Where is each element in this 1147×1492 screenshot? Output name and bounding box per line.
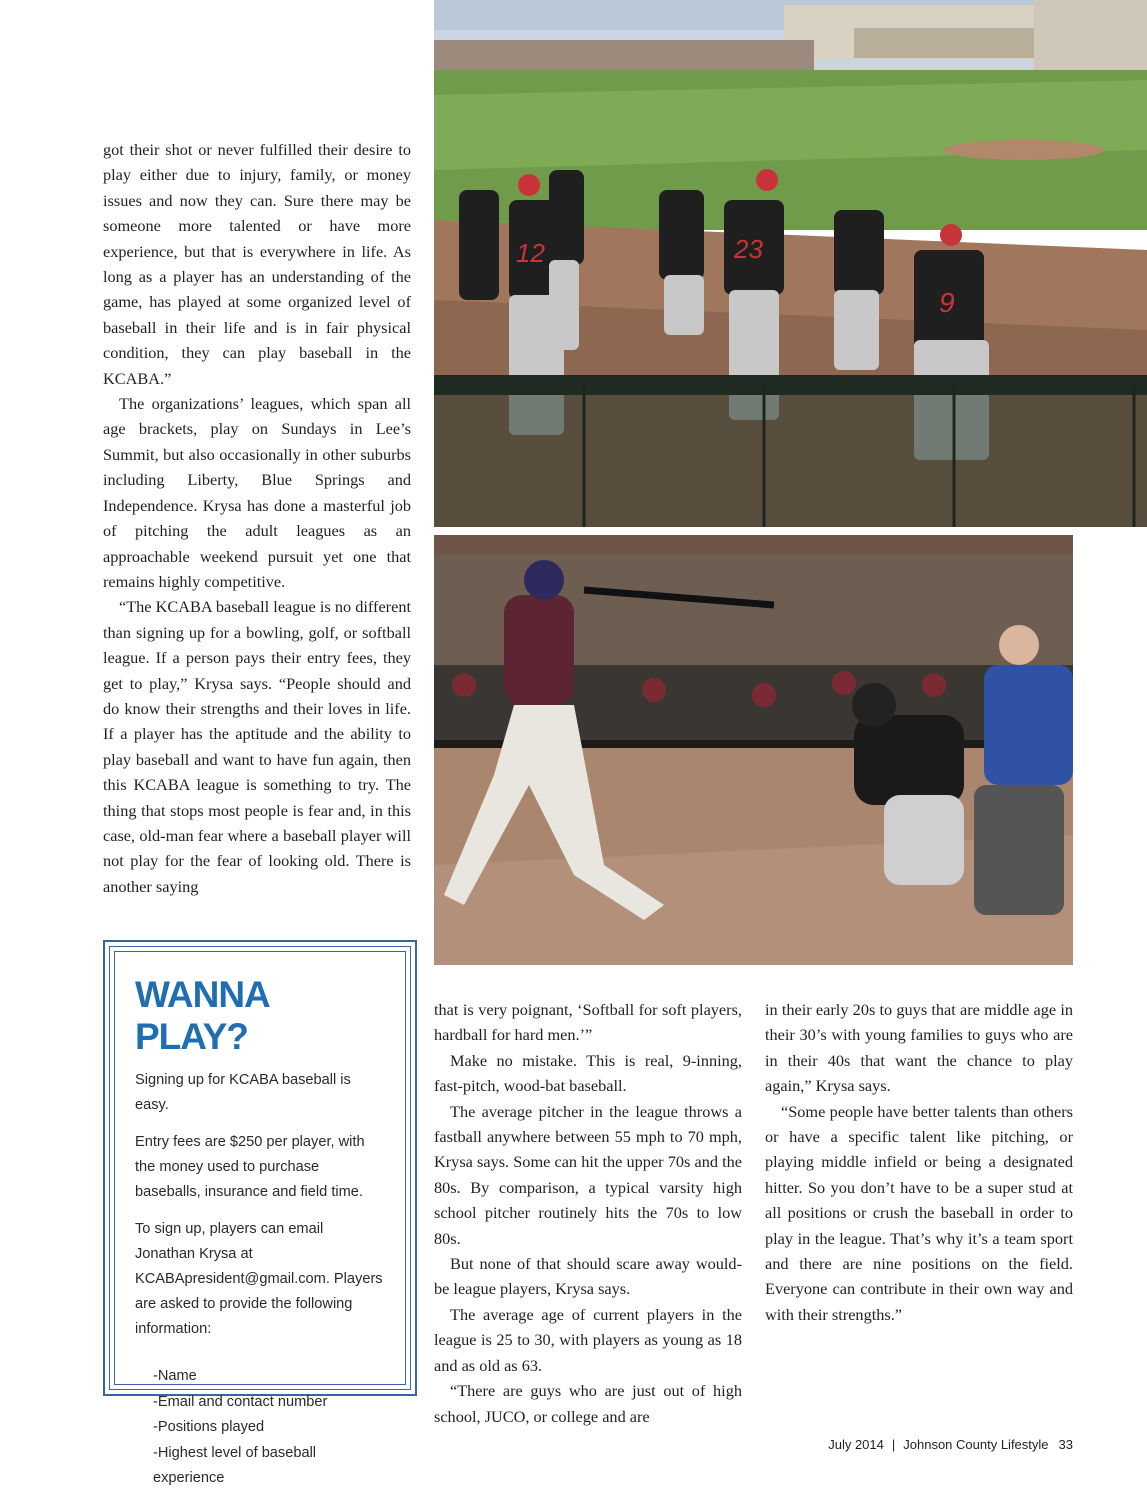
article-column-right [765, 997, 1073, 1327]
paragraph: got their shot or never fulfilled their desire to play either due to injury, family, or money issues and now they can. Sure there may be someone more talented or have more experience, but that is everywhere in life. As long as a player has an understanding of the game, has played at some organized level of baseball in their life and is in fair physical condition, they can play baseball in the KCABA.” [103, 140, 411, 388]
list-item: -Name [153, 1368, 197, 1384]
sidebar-intro: Signing up for KCABA baseball is easy. [135, 1072, 351, 1113]
jersey-number: 12 [516, 238, 545, 268]
sidebar-frame [109, 946, 411, 1486]
required-info-list [135, 1364, 385, 1492]
footer-divider: | [891, 1437, 896, 1452]
publication-name: Johnson County Lifestyle [903, 1437, 1049, 1452]
paragraph: The organizations’ leagues, which span all age brackets, play on Sundays in Lee’s Summit, but also occasionally in other suburbs including Liberty, Blue Springs and Independence. Krysa has done a masterful job of pitching the adult leagues as an approachable weekend pursuit yet one that remains highly competitive. [103, 394, 411, 591]
paragraph: The average pitcher in the league throws a fastball anywhere between 55 mph to 70 mph, Krysa says. Some can hit the upper 70s and the 80s. By comparison, a typical varsity high school pitcher routinely hits the 70s to low 80s. [434, 1101, 742, 1248]
paragraph: “Some people have better talents than others or have a specific talent like pitching, or playing middle infield or being a designated hitter. So you don’t have to be a super stud at all positions or crush the baseball in order to play in the league. That’s why it’s a team sport and there are nine positions on the field. Everyone can contribute in their own way and with their strengths.” [765, 1101, 1073, 1324]
paragraph: that is very poignant, ‘Softball for soft players, hardball for hard men.’” [434, 1000, 742, 1045]
jersey-number: 9 [939, 287, 955, 318]
paragraph: “The KCABA baseball league is no different than signing up for a bowling, golf, or softball league. If a person pays their entry fees, they get to play,” Krysa says. “People should and do know their strengths and their loves in life. If a player has the aptitude and the ability to play baseball and want to have fun again, then this KCABA league is something to try. The thing that stops most people is fear and, in this case, old-man fear where a baseball player will not play for the fear of looking old. There is another saying [103, 597, 411, 896]
jersey-number: 23 [734, 234, 763, 264]
paragraph: in their early 20s to guys that are middle age in their 30’s with young families to guys who are in their 40s that want the chance to play again,” Krysa says. [765, 1000, 1073, 1096]
paragraph: Make no mistake. This is real, 9-inning, fast-pitch, wood-bat baseball. [434, 1050, 742, 1096]
page-footer [828, 1437, 1073, 1452]
paragraph: The average age of current players in the league is 25 to 30, with players as young as 18 and as old as 63. [434, 1304, 742, 1375]
list-item: -Email and contact number [153, 1393, 328, 1410]
paragraph: “There are guys who are just out of high school, JUCO, or college and are [434, 1381, 742, 1426]
wanna-play-sidebar [103, 940, 417, 1486]
sidebar-signup: To sign up, players can email Jonathan Krysa at KCABApresident@gmail.com. Players are asked to provide the following information: [135, 1221, 383, 1337]
issue-date: July 2014 [828, 1437, 884, 1452]
sidebar-fees: Entry fees are $250 per player, with the money used to purchase baseballs, insurance and field time. [135, 1134, 365, 1200]
article-column-middle [434, 997, 742, 1429]
sidebar-content [114, 951, 406, 1486]
list-item: -Positions played [153, 1419, 265, 1435]
list-item: -Highest level of baseball experience [153, 1444, 317, 1486]
team-warmup-photo [434, 0, 1147, 527]
batter-swing-photo [434, 535, 1073, 965]
article-column-left [103, 137, 411, 899]
page-number: 33 [1058, 1437, 1073, 1452]
paragraph: But none of that should scare away would-be league players, Krysa says. [434, 1254, 742, 1299]
sidebar-title: WANNA PLAY? [135, 974, 269, 1057]
